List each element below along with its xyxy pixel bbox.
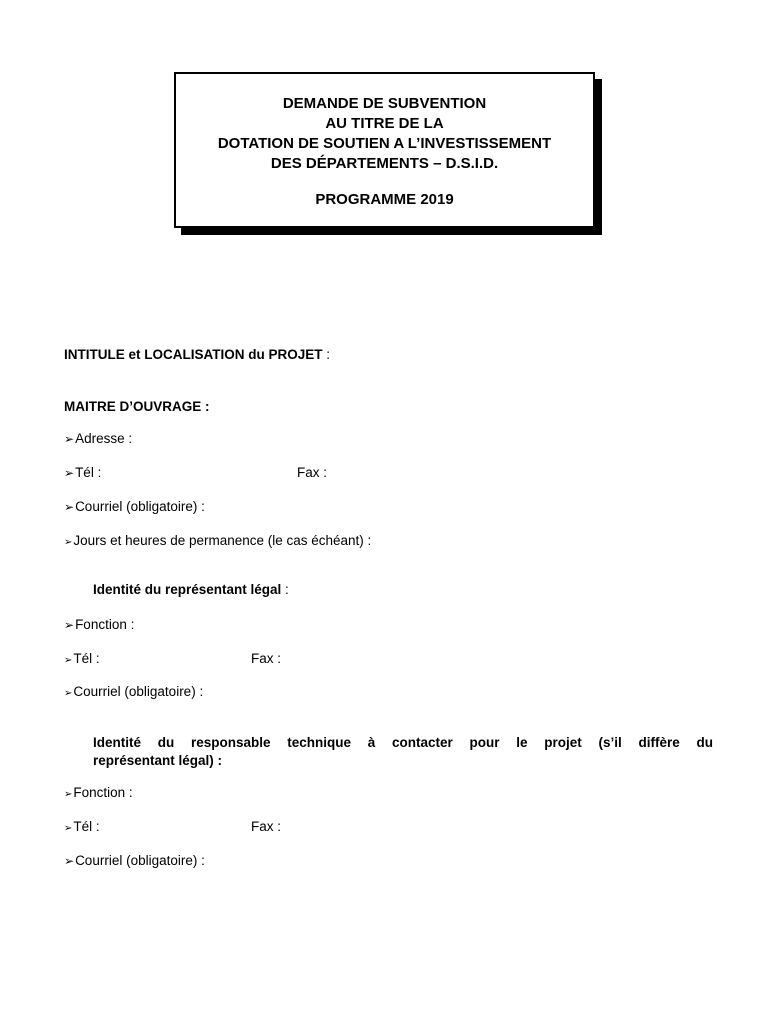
- maitre-adresse-label: Adresse :: [75, 431, 133, 446]
- document-title-box: [174, 72, 595, 228]
- representant-tel-field: [64, 650, 100, 670]
- arrow-bullet-icon: ➢: [64, 655, 73, 666]
- responsable-heading-line-2: représentant légal) :: [93, 753, 223, 768]
- program-year: PROGRAMME 2019: [315, 191, 454, 208]
- representant-heading-label: Identité du représentant légal: [93, 582, 282, 597]
- representant-heading-suffix: :: [281, 582, 289, 597]
- maitre-tel-field: [64, 464, 101, 482]
- title-line-1: DEMANDE DE SUBVENTION: [282, 95, 487, 112]
- arrow-bullet-icon: ➢: [64, 500, 75, 514]
- responsable-fax-label: Fax :: [251, 819, 282, 834]
- arrow-bullet-icon: ➢: [64, 823, 73, 834]
- representant-fonction-field: [64, 616, 134, 634]
- arrow-bullet-icon: ➢: [64, 537, 73, 548]
- responsable-fonction-label: Fonction :: [73, 785, 133, 800]
- maitre-fax-label: Fax :: [297, 465, 328, 480]
- title-line-2: AU TITRE DE LA: [325, 115, 444, 132]
- arrow-bullet-icon: ➢: [64, 618, 75, 632]
- representant-fonction-label: Fonction :: [75, 617, 135, 632]
- project-label: INTITULE et LOCALISATION du PROJET: [64, 347, 323, 362]
- responsable-fonction-field: [64, 784, 133, 804]
- maitre-courriel-label: Courriel (obligatoire) :: [75, 499, 205, 514]
- representant-courriel-field: [64, 683, 203, 703]
- arrow-bullet-icon: ➢: [64, 854, 75, 868]
- maitre-tel-label: Tél :: [75, 465, 102, 480]
- representant-heading: [93, 581, 713, 599]
- responsable-heading: [93, 734, 713, 770]
- representant-courriel-label: Courriel (obligatoire) :: [73, 684, 204, 699]
- responsable-tel-field: [64, 818, 100, 838]
- maitre-permanence-field: [64, 532, 371, 552]
- representant-fax-label: Fax :: [251, 651, 282, 666]
- responsable-tel-label: Tél :: [73, 819, 100, 834]
- arrow-bullet-icon: ➢: [64, 432, 75, 446]
- responsable-courriel-label: Courriel (obligatoire) :: [75, 853, 205, 868]
- maitre-ouvrage-heading: MAITRE D’OUVRAGE :: [64, 399, 210, 414]
- arrow-bullet-icon: ➢: [64, 466, 75, 480]
- maitre-permanence-label: Jours et heures de permanence (le cas échéant) :: [73, 533, 372, 548]
- project-label-suffix: :: [322, 347, 331, 362]
- arrow-bullet-icon: ➢: [64, 789, 73, 800]
- maitre-courriel-field: [64, 498, 205, 516]
- maitre-adresse-field: [64, 430, 132, 448]
- arrow-bullet-icon: ➢: [64, 688, 73, 699]
- project-title-label: [64, 346, 330, 364]
- responsable-courriel-field: [64, 852, 205, 870]
- title-line-4: DES DÉPARTEMENTS – D.S.I.D.: [270, 155, 499, 172]
- title-line-3: DOTATION DE SOUTIEN A L’INVESTISSEMENT: [217, 135, 552, 152]
- responsable-heading-line-1: Identité du responsable technique à contacter pour le projet (s’il diffère du: [93, 735, 713, 750]
- representant-tel-label: Tél :: [73, 651, 100, 666]
